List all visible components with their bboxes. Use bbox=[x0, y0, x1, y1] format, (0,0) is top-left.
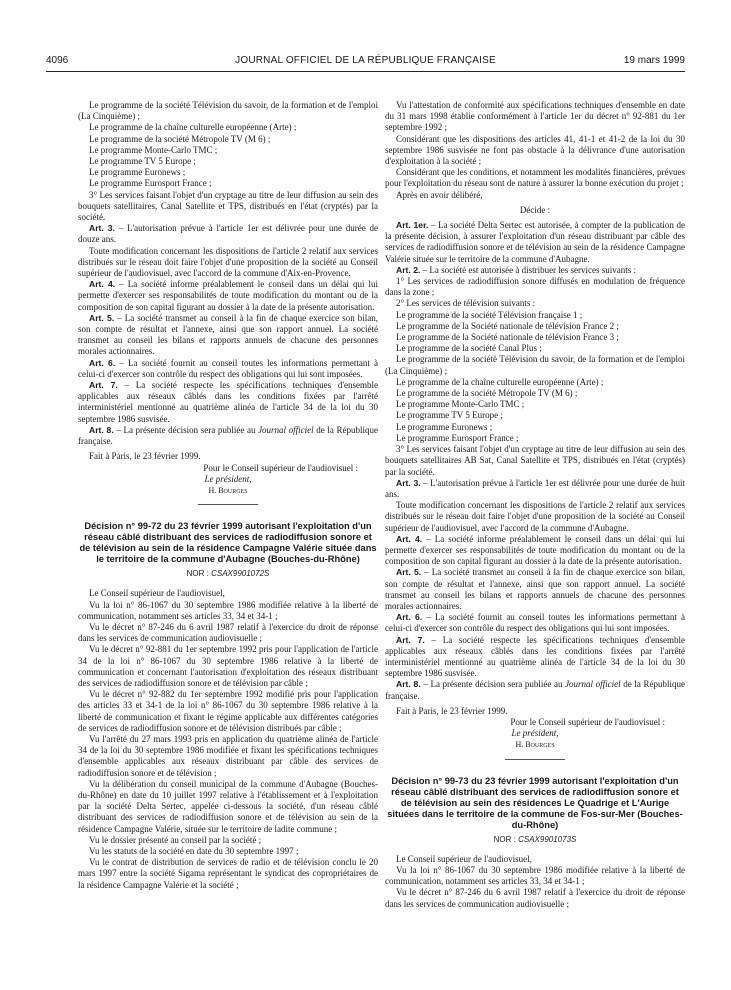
list-item: Le programme Eurosport France ; bbox=[396, 432, 519, 443]
article-label: Art. 4. bbox=[89, 279, 116, 290]
article bbox=[78, 223, 378, 245]
considerant: Considérant que les dispositions des articles 41, 41-1 et 41-2 de la loi du 30 septembre 1986 susvisée ne font pas obstacle à la délivrance d'une autorisation d'exploitation à la société ; bbox=[385, 133, 685, 167]
considerant: Vu le dossier présenté au conseil par la société ; bbox=[89, 834, 262, 845]
article-text: – La présente décision sera publiée au bbox=[113, 424, 259, 435]
article bbox=[385, 635, 685, 680]
article-text: – La société transmet au conseil à la fin de chaque exercice son bilan, son compte de résultat et l'annexe, ainsi que son rapport annuel. La société transmet au conseil les bilans et rapports annuels de chacune des personnes morales actionnaires. bbox=[385, 567, 685, 611]
article-label: Art. 7. bbox=[89, 380, 118, 391]
header-rule bbox=[46, 71, 685, 72]
signature-role: Le président, bbox=[511, 728, 559, 739]
list-item: Le programme Euronews ; bbox=[396, 421, 493, 432]
article bbox=[385, 612, 685, 634]
list-item: Le programme de la société Télévision du savoir, de la formation et de l'emploi (La Cinquième) ; bbox=[385, 354, 685, 376]
considerant: Après en avoir délibéré, bbox=[396, 189, 483, 200]
issue-date: 19 mars 1999 bbox=[623, 55, 685, 66]
article-label: Art. 5. bbox=[396, 567, 422, 578]
considerant: Vu la loi n° 86-1067 du 30 septembre 1986 modifiée relative à la liberté de communication, notamment ses articles 33, 34 et 34-1 ; bbox=[385, 864, 685, 887]
list-item: 1° Les services de radiodiffusion sonore diffusés en modulation de fréquence dans la zone ; bbox=[385, 276, 685, 298]
article-text: – La société fournit au conseil toutes les informations permettant à celui-ci d'exercer son contrôle du respect des obligations qui lui sont imposées. bbox=[78, 357, 378, 379]
list-item: Le programme de la société Télévision du savoir, de la formation et de l'emploi (La Cinquième) ; bbox=[78, 100, 378, 122]
list-item: Le programme de la Société nationale de télévision France 3 ; bbox=[396, 332, 619, 343]
decision-title: Décision n° 99-73 du 23 février 1999 autorisant l'exploitation d'un réseau câblé distribuant des services de radiodiffusion sonore et de télévision au sein des résidences Le Quadrige et L'Aurige situées dans le territoire de la commune de Fos-sur-Mer (Bouches-du-Rhône) bbox=[387, 775, 683, 830]
article-text: – La société respecte les spécifications techniques d'ensemble applicables aux réseaux câblés dans les conditions fixées par l'arrêté interministériel mentionné au quatrième alinéa de l'article 34 de la loi du 30 septembre 1986 susvisée. bbox=[385, 634, 685, 679]
separator bbox=[198, 504, 258, 505]
article bbox=[78, 358, 378, 380]
signature-intro: Pour le Conseil supérieur de l'audiovisuel : bbox=[510, 716, 665, 727]
nor-reference bbox=[78, 568, 378, 579]
list-item: Le programme de la chaîne culturelle européenne (Arte) ; bbox=[89, 122, 297, 133]
journal-officiel-ref: Journal officiel bbox=[565, 679, 621, 690]
considerant: Le Conseil supérieur de l'audiovisuel, bbox=[89, 588, 225, 599]
list-item: Le programme Eurosport France ; bbox=[89, 178, 212, 189]
article-text: – La société est autorisée à distribuer les services suivants : bbox=[420, 264, 637, 275]
considerant: Vu le décret n° 92-881 du 1er septembre 1992 pris pour l'application de l'article 34 de la loi n° 86-1067 du 30 septembre 1986 relative à la liberté de communication et concernant l'autorisation d'exploitation des réseaux distribuant des services de radiodiffusion sonore et de télévision par câble ; bbox=[78, 644, 378, 688]
considerant: Vu les statuts de la société en date du 30 septembre 1997 ; bbox=[89, 845, 299, 856]
nor-code: CSAX9901072S bbox=[211, 569, 270, 579]
considerant: Vu la délibération du conseil municipal de la commune d'Aubagne (Bouches-du-Rhône) en date du 10 juillet 1997 relative à l'établissement et à l'exploitation par la société Delta Sertec, appelée ci-dessous la société, d'un réseau câblé distribuant des services de radiodiffusion sonore et de télévision au sein de la résidence Campagne Valérie, située sur le territoire de ladite commune ; bbox=[78, 778, 378, 834]
page-number: 4096 bbox=[46, 55, 69, 66]
article-text: – La société respecte les spécifications techniques d'ensemble applicables aux réseaux câblés dans les conditions fixées par l'arrêté interministériel mentionné au quatrième alinéa de l'article 34 de la loi du 30 septembre 1986 susvisée. bbox=[78, 380, 378, 424]
article-text: Toute modification concernant les dispositions de l'article 2 relatif aux services distribués sur le réseau doit faire l'objet d'une proposition de la société au Conseil supérieur de l'audiovisuel, avec l'accord de la commune d'Aix-en-Provence. bbox=[78, 245, 378, 279]
article bbox=[385, 679, 685, 701]
list-item: Le programme de la société Télévision française 1 ; bbox=[396, 309, 583, 320]
article-text: – La société informe préalablement le conseil dans un délai qui lui permette d'exercer ses responsabilités de toute modification du montant ou de la composition de son capital figurant au dossier à la date de la présente autorisation. bbox=[78, 279, 378, 312]
article-text: Toute modification concernant les dispositions de l'article 2 relatif aux services distribués sur le réseau doit faire l'objet d'une proposition de la société au Conseil supérieur de l'audiovisuel, avec l'accord de la commune d'Aubagne. bbox=[385, 500, 685, 533]
considerant: Considérant que les conditions, et notamment les modalités financières, prévues pour l'exploitation du réseau sont de nature à assurer la bonne exécution du projet ; bbox=[385, 167, 685, 189]
list-item: Le programme de la société Métropole TV (M 6) ; bbox=[89, 133, 271, 144]
article-label: Art. 8. bbox=[89, 424, 114, 435]
article-label: Art. 6. bbox=[89, 357, 116, 368]
considerant: Vu la loi n° 86-1067 du 30 septembre 1986 modifiée relative à la liberté de communication, notamment ses articles 33, 34 et 34-1 ; bbox=[78, 599, 378, 621]
list-item: Le programme de la société Métropole TV (M 6) ; bbox=[396, 388, 578, 399]
page-header bbox=[46, 55, 685, 69]
article bbox=[78, 425, 378, 447]
signature-name: H. Bourges bbox=[515, 740, 555, 750]
signature-intro: Pour le Conseil supérieur de l'audiovisuel : bbox=[203, 462, 358, 473]
list-item: Le programme TV 5 Europe ; bbox=[396, 410, 503, 421]
journal-title: JOURNAL OFFICIEL DE LA RÉPUBLIQUE FRANÇAISE bbox=[235, 55, 496, 66]
article-label: Art. 1er. bbox=[396, 220, 429, 231]
right-column bbox=[385, 100, 685, 910]
separator bbox=[505, 759, 565, 760]
article bbox=[385, 534, 685, 568]
article-text: – La société transmet au conseil à la fin de chaque exercice son bilan, son compte de résultat et l'annexe, ainsi que son rapport annuel. La société transmet au conseil les bilans et rapports annuels de chacune des personnes morales actionnaires. bbox=[78, 312, 378, 357]
list-item: Le programme Euronews ; bbox=[89, 167, 186, 178]
article-label: Art. 4. bbox=[396, 533, 423, 544]
article-label: Art. 6. bbox=[396, 612, 423, 623]
article-text: – L'autorisation prévue à l'article 1er est délivrée pour une durée de huit ans. bbox=[385, 477, 685, 499]
decision-title: Décision n° 99-72 du 23 février 1999 autorisant l'exploitation d'un réseau câblé distribuant des services de radiodiffusion sonore et de télévision au sein de la résidence Campagne Valérie située dans le territoire de la commune d'Aubagne (Bouches-du-Rhône) bbox=[79, 521, 377, 565]
nor-label: NOR : bbox=[493, 834, 519, 844]
article-label: Art. 7. bbox=[396, 634, 425, 645]
considerant: Le Conseil supérieur de l'audiovisuel, bbox=[396, 853, 532, 864]
list-item: Le programme Monte-Carlo TMC ; bbox=[396, 399, 525, 410]
article-text: de la République française. bbox=[385, 679, 685, 701]
article-label: Art. 3. bbox=[396, 477, 421, 488]
article bbox=[385, 567, 685, 612]
article-label: Art. 5. bbox=[89, 312, 115, 323]
article-text: – La société informe préalablement le conseil dans un délai qui lui permette d'exercer ses responsabilités de toute modification du montant ou de la composition de son capital figurant au dossier à la date de la présente autorisation. bbox=[385, 533, 685, 567]
article bbox=[78, 246, 378, 280]
nor-code: CSAX9901073S bbox=[518, 834, 577, 844]
article-text: – La société fournit au conseil toutes les informations permettant à celui-ci d'exercer son contrôle du respect des obligations qui lui sont imposées. bbox=[385, 612, 685, 634]
article-label: Art. 8. bbox=[396, 679, 421, 690]
list-item: Le programme TV 5 Europe ; bbox=[89, 156, 196, 167]
considerant: Vu l'arrêté du 27 mars 1993 pris en application du quatrième alinéa de l'article 34 de la loi du 30 septembre 1986 modifiée et fixant les spécifications techniques d'ensemble applicables aux réseaux distribuant par câble des services de radiodiffusion sonore et de télévision ; bbox=[78, 733, 378, 778]
article-text: de la République française. bbox=[78, 424, 378, 447]
article bbox=[385, 500, 685, 534]
list-item: Le programme de la Société nationale de télévision France 2 ; bbox=[396, 320, 619, 331]
fait-a-paris: Fait à Paris, le 23 février 1999. bbox=[396, 705, 508, 716]
article bbox=[385, 265, 685, 276]
article bbox=[78, 313, 378, 358]
journal-officiel-ref: Journal officiel bbox=[258, 424, 314, 435]
article bbox=[385, 220, 685, 265]
list-item: Le programme de la chaîne culturelle européenne (Arte) ; bbox=[396, 376, 604, 387]
article-text: – L'autorisation prévue à l'article 1er est délivrée pour une durée de douze ans. bbox=[78, 223, 379, 245]
list-item: 3° Les services faisant l'objet d'un cryptage au titre de leur diffusion au sein des bouquets satellitaires, Canal Satellite et TPS, distribués en l'état (cryptés) par la société. bbox=[78, 189, 378, 223]
list-item: Le programme de la société Canal Plus ; bbox=[396, 343, 542, 354]
considerant: Vu le contrat de distribution de services de radio et de télévision conclu le 20 mars 1997 entre la société Sigama représentant le syndicat des copropriétaires de la résidence Campagne Valérie et la société ; bbox=[78, 857, 378, 890]
considerant: Vu l'attestation de conformité aux spécifications techniques d'ensemble en date du 31 mars 1998 établie conformément à l'article 1er du décret n° 92-881 du 1er septembre 1992 ; bbox=[385, 100, 685, 133]
article bbox=[78, 279, 378, 313]
signature-name: H. Bourges bbox=[208, 485, 248, 495]
considerant: Vu le décret n° 87-246 du 6 avril 1987 relatif à l'exercice du droit de réponse dans les services de communication audiovisuelle ; bbox=[78, 621, 378, 644]
article bbox=[78, 380, 378, 425]
fait-a-paris: Fait à Paris, le 23 février 1999. bbox=[89, 451, 201, 462]
nor-reference bbox=[385, 834, 685, 845]
list-item: Le programme Monte-Carlo TMC ; bbox=[89, 144, 218, 155]
article bbox=[385, 478, 685, 500]
article-label: Art. 3. bbox=[89, 223, 115, 234]
list-item: 3° Les services faisant l'objet d'un cryptage au titre de leur diffusion au sein des bouquets satellitaires AB Sat, Canal Satellite et TPS, distribués en l'état (cryptés) par la société. bbox=[385, 444, 685, 477]
considerant: Vu le décret n° 87-246 du 6 avril 1987 relatif à l'exercice du droit de réponse dans les services de communication audiovisuelle ; bbox=[385, 887, 685, 909]
article-text: – La société Delta Sertec est autorisée, à compter de la publication de la présente décision, à assurer l'exploitation d'un réseau distribuant par câble des services de radiodiffusion sonore et de télévision au sein de la résidence Campagne Valérie située sur le territoire de la commune d'Aubagne. bbox=[385, 220, 685, 264]
article-text: – La présente décision sera publiée au bbox=[420, 679, 566, 690]
signature-role: Le président, bbox=[204, 473, 252, 484]
decide-heading: Décide : bbox=[519, 204, 551, 215]
list-item: 2° Les services de télévision suivants : bbox=[396, 298, 536, 309]
left-column bbox=[78, 100, 378, 891]
considerant: Vu le décret n° 92-882 du 1er septembre 1992 modifié pris pour l'application des articles 33 et 34-1 de la loi n° 86-1067 du 30 septembre 1986 relative à la liberté de communication et fixant le régime applicable aux différentes catégories de services de radiodiffusion sonore et de télévision distribués par câble ; bbox=[78, 689, 378, 733]
article-label: Art. 2. bbox=[396, 264, 421, 275]
nor-label: NOR : bbox=[186, 569, 212, 579]
